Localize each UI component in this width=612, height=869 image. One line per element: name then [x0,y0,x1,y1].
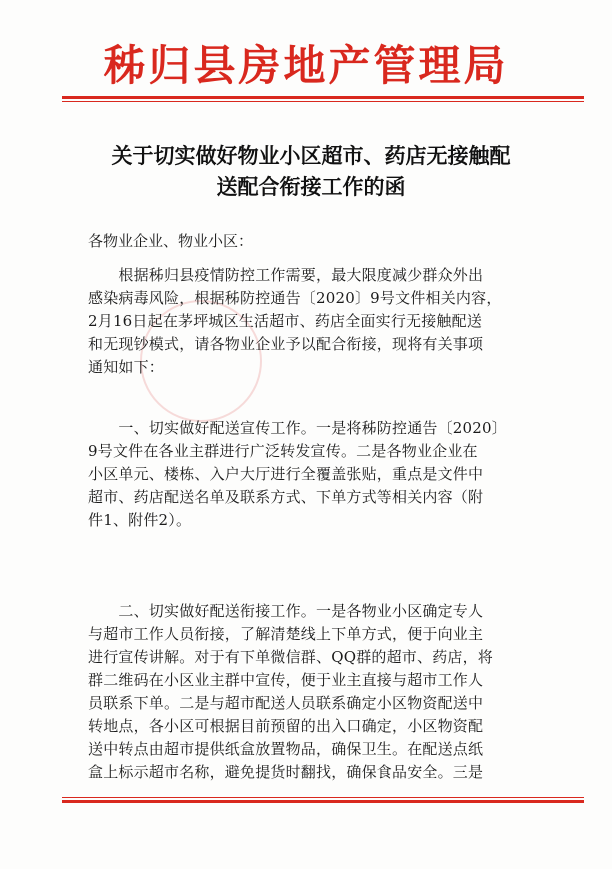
paragraph-line: 9号文件在各业主群进行广泛转发宣传。二是各物业企业在 [88,442,478,460]
document-title [66,140,556,202]
paragraph-line: 二、切实做好配送衔接工作。一是各物业小区确定专人 [88,602,484,620]
paragraph-line: 转地点，各小区可根据目前预留的出入口确定，小区物资配 [88,717,484,735]
paragraph-line: 感染病毒风险，根据秭防控通告〔2020〕9号文件相关内容， [88,289,502,307]
paragraph-line: 超市、药店配送名单及联系方式、下单方式等相关内容（附 [88,488,484,506]
salutation: 各物业企业、物业小区： [88,232,254,250]
title-line-1: 关于切实做好物业小区超市、药店无接触配 [111,143,511,168]
title-line-2: 送配合衔接工作的函 [216,174,406,199]
paragraph-line: 和无现钞模式，请各物业企业予以配合衔接，现将有关事项 [88,335,484,353]
footer-rule-thick [62,800,584,803]
paragraph-intro [88,264,544,379]
paragraph-line: 群二维码在小区业主群中宣传，便于业主直接与超市工作人 [88,671,484,689]
paragraph-line: 一、切实做好配送宣传工作。一是将秭防控通告〔2020〕 [88,419,507,437]
paragraph-line: 盒上标示超市名称，避免提货时翻找，确保食品安全。三是 [88,763,484,781]
header-rule-thick [62,96,584,99]
paragraph-section-1 [88,417,544,532]
paragraph-line: 员联系下单。二是与超市配送人员联系确定小区物资配送中 [88,694,484,712]
footer-rule-thin [62,797,584,798]
paragraph-line: 通知如下： [88,358,165,376]
header-rule-thin [62,101,584,102]
paragraph-line: 进行宣传讲解。对于有下单微信群、QQ群的超市、药店，将 [88,648,493,666]
paragraph-line: 件1、附件2）。 [88,511,192,529]
paragraph-line: 小区单元、楼栋、入户大厅进行全覆盖张贴，重点是文件中 [88,465,484,483]
paragraph-line: 与超市工作人员衔接，了解清楚线上下单方式，便于向业主 [88,625,484,643]
paragraph-line: 送中转点由超市提供纸盒放置物品，确保卫生。在配送点纸 [88,740,484,758]
issuing-authority-header: 秭归县房地产管理局 [103,41,509,90]
paragraph-section-2 [88,600,544,784]
paragraph-line: 2月16日起在茅坪城区生活超市、药店全面实行无接触配送 [88,312,483,330]
paragraph-line: 根据秭归县疫情防控工作需要，最大限度减少群众外出 [88,266,484,284]
